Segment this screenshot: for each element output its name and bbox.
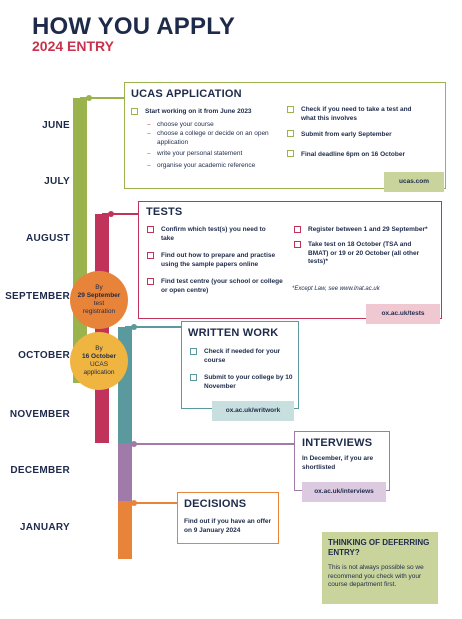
month-october: OCTOBER [18,350,70,361]
month-june: JUNE [42,120,70,131]
written-submit-checkbox [190,374,197,381]
ucas-link[interactable]: ucas.com [384,172,444,192]
ucas-start-checkbox [131,108,138,115]
circle-text: UCAS [89,361,109,368]
timeline-bar-decisions [118,501,132,559]
connector-dot-interviews [131,441,137,447]
written-check-text: Check if needed for your course [204,348,281,364]
tests-prepare-checkbox [147,252,154,259]
ucas-sub-item: write your personal statement [157,150,243,157]
deferring-title: THINKING OF DEFERRING ENTRY? [328,538,430,557]
circle-text: registration [82,308,116,315]
tests-link[interactable]: ox.ac.uk/tests [366,304,440,324]
ucas-deadline-text: Final deadline 6pm on 16 October [301,151,406,158]
circle-text: By [95,284,103,291]
october-deadline-circle [70,332,128,390]
written-submit-text: Submit to your college by 10 November [204,374,293,390]
circle-text: application [83,369,115,376]
page-subtitle: 2024 ENTRY [32,38,114,54]
ucas-submit-text: Submit from early September [301,131,392,138]
written-title: WRITTEN WORK [188,327,279,339]
tests-centre-checkbox [147,278,154,285]
month-august: AUGUST [25,233,70,244]
month-november: NOVEMBER [9,409,70,420]
tests-centre-text: Find test centre (your school or college or open centre) [161,278,283,294]
ucas-sub-item: organise your academic reference [157,162,256,169]
decisions-title: DECISIONS [184,498,247,510]
tests-note: *Except Law, see www.lnat.ac.uk [292,286,380,292]
deferring-text: This is not always possible so we recommend you check with your course department first. [328,564,424,588]
written-check-checkbox [190,348,197,355]
month-september: SEPTEMBER [5,291,70,302]
written-link[interactable]: ox.ac.uk/writwork [212,401,294,421]
tests-register-checkbox [294,226,301,233]
tests-confirm-checkbox [147,226,154,233]
ucas-check-checkbox [287,106,294,113]
tests-prepare-text: Find out how to prepare and practise using the sample papers online [161,252,276,268]
connector-dot-written [131,324,137,330]
ucas-sub-item: choose a college or decide on an open application [157,130,269,146]
circle-text: 29 September [77,292,121,299]
ucas-sub-dash: – [147,130,151,137]
tests-confirm-text: Confirm which test(s) you need to take [161,226,266,242]
tests-take-text: Take test on 18 October (TSA and BMAT) or 19 or 20 October (all other tests)* [308,241,420,265]
circle-text: test [93,300,105,307]
timeline-bar-interviews [118,443,132,501]
ucas-check-text: Check if you need to take a test and what this involves [301,106,412,122]
month-july: JULY [44,176,70,187]
month-january: JANUARY [19,522,70,533]
circle-text: 16 October [82,353,116,360]
ucas-submit-checkbox [287,130,294,137]
interviews-title: INTERVIEWS [302,437,373,449]
tests-register-text: Register between 1 and 29 September* [308,226,428,233]
interviews-text: In December, if you are shortlisted [302,455,374,471]
ucas-sub-dash: – [147,162,151,169]
ucas-sub-dash: – [147,150,151,157]
connector-dot-ucas [86,95,92,101]
page-title: HOW YOU APPLY [32,13,236,40]
ucas-sub-dash: – [147,121,151,128]
tests-take-checkbox [294,241,301,248]
circle-text: By [95,345,103,352]
ucas-deadline-checkbox [287,150,294,157]
connector-interviews [125,443,294,445]
ucas-title: UCAS APPLICATION [131,88,242,100]
month-december: DECEMBER [10,465,70,476]
connector-dot-decisions [131,500,137,506]
connector-dot-tests [108,211,114,217]
interviews-link[interactable]: ox.ac.uk/interviews [302,482,386,502]
ucas-sub-item: choose your course [157,121,214,128]
ucas-start-text: Start working on it from June 2023 [145,108,252,115]
tests-title: TESTS [146,206,183,218]
decisions-text: Find out if you have an offer on 9 January 2024 [184,518,272,534]
september-deadline-circle [70,271,128,329]
